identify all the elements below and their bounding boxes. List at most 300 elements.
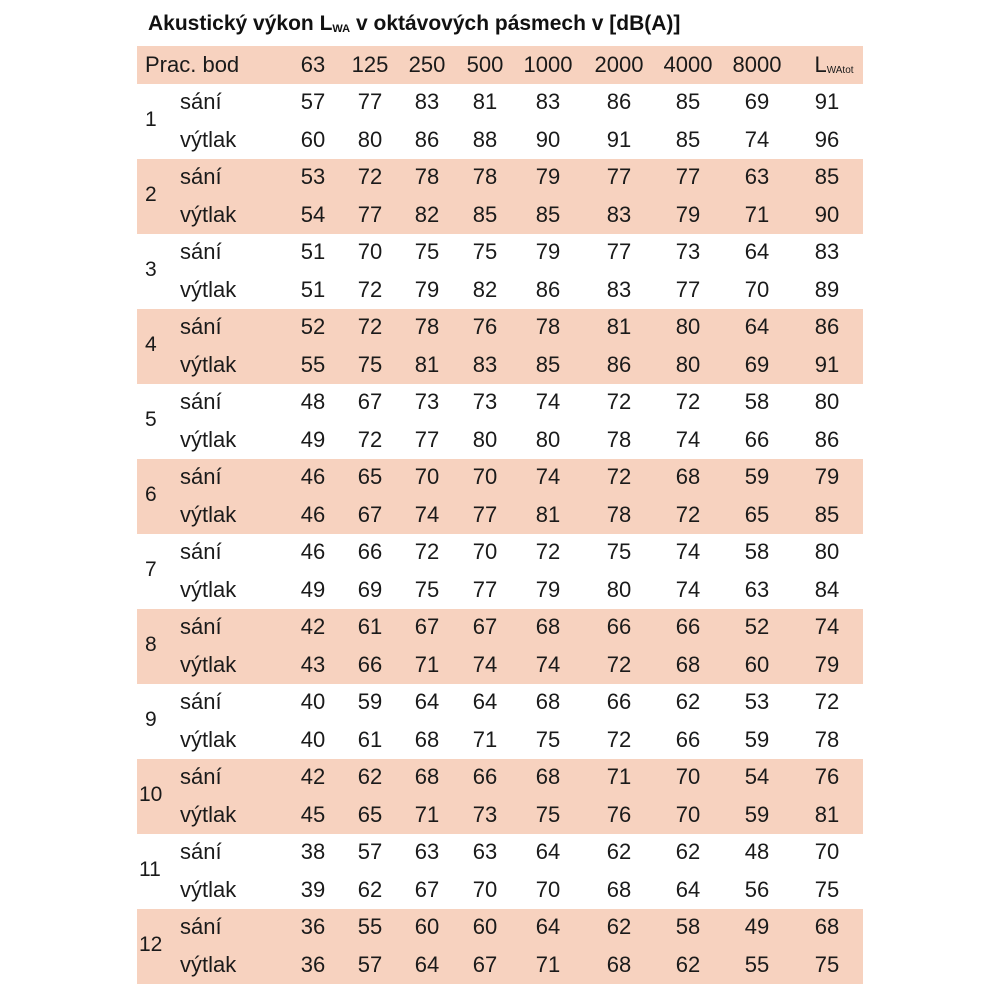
group-number: 2 (145, 183, 157, 206)
value-cell: 69 (357, 577, 383, 602)
value-cell: 83 (472, 352, 498, 377)
value-cell: 59 (744, 464, 770, 489)
table-row (137, 384, 863, 421)
row-label: sání (180, 689, 222, 714)
value-cell: 68 (606, 877, 632, 902)
row-label: výtlak (180, 652, 237, 677)
value-cell: 74 (535, 389, 561, 414)
value-cell: 81 (606, 314, 632, 339)
value-cell: 86 (535, 277, 561, 302)
row-label: výtlak (180, 277, 237, 302)
value-cell: 60 (744, 652, 770, 677)
table-group (137, 909, 863, 984)
total-cell: 96 (814, 127, 840, 152)
value-cell: 66 (675, 727, 701, 752)
total-cell: 75 (814, 952, 840, 977)
value-cell: 72 (357, 164, 383, 189)
value-cell: 73 (472, 389, 498, 414)
value-cell: 72 (606, 727, 632, 752)
row-label: sání (180, 164, 222, 189)
value-cell: 77 (606, 164, 632, 189)
value-cell: 74 (744, 127, 770, 152)
value-cell: 66 (744, 427, 770, 452)
value-cell: 77 (606, 239, 632, 264)
table-row (137, 647, 863, 684)
value-cell: 60 (472, 914, 498, 939)
group-number: 1 (145, 108, 157, 131)
value-cell: 67 (472, 614, 498, 639)
value-cell: 49 (300, 577, 326, 602)
value-cell: 64 (744, 239, 770, 264)
table-group (137, 534, 863, 609)
row-label: výtlak (180, 202, 237, 227)
value-cell: 72 (606, 389, 632, 414)
header-col-prac-bod: Prac. bod (145, 52, 240, 77)
value-cell: 74 (414, 502, 440, 527)
total-cell: 75 (814, 877, 840, 902)
header-band-63: 63 (300, 52, 326, 77)
value-cell: 78 (414, 164, 440, 189)
table-group (137, 834, 863, 909)
value-cell: 67 (357, 389, 383, 414)
total-cell: 70 (814, 839, 840, 864)
total-cell: 86 (814, 314, 840, 339)
value-cell: 51 (300, 239, 326, 264)
value-cell: 71 (744, 202, 770, 227)
table-row (137, 159, 863, 196)
value-cell: 60 (414, 914, 440, 939)
value-cell: 77 (472, 577, 498, 602)
value-cell: 66 (357, 539, 383, 564)
table-row (137, 84, 863, 121)
value-cell: 81 (535, 502, 561, 527)
value-cell: 68 (606, 952, 632, 977)
value-cell: 67 (414, 877, 440, 902)
group-number: 5 (145, 408, 157, 431)
value-cell: 81 (472, 89, 498, 114)
value-cell: 80 (472, 427, 498, 452)
value-cell: 70 (675, 764, 701, 789)
total-cell: 74 (814, 614, 840, 639)
group-number: 7 (145, 558, 157, 581)
value-cell: 66 (675, 614, 701, 639)
table-group (137, 384, 863, 459)
header-band-2000: 2000 (594, 52, 644, 77)
value-cell: 81 (414, 352, 440, 377)
value-cell: 65 (357, 464, 383, 489)
value-cell: 80 (357, 127, 383, 152)
value-cell: 72 (357, 277, 383, 302)
value-cell: 75 (606, 539, 632, 564)
value-cell: 36 (300, 952, 326, 977)
value-cell: 59 (744, 802, 770, 827)
value-cell: 54 (300, 202, 326, 227)
row-label: sání (180, 389, 222, 414)
group-number: 6 (145, 483, 157, 506)
total-cell: 76 (814, 764, 840, 789)
value-cell: 57 (300, 89, 326, 114)
value-cell: 46 (300, 539, 326, 564)
value-cell: 74 (472, 652, 498, 677)
total-cell: 90 (814, 202, 840, 227)
value-cell: 62 (357, 764, 383, 789)
value-cell: 77 (414, 427, 440, 452)
value-cell: 75 (414, 239, 440, 264)
value-cell: 71 (414, 802, 440, 827)
table-row (137, 834, 863, 871)
total-cell: 72 (814, 689, 840, 714)
total-cell: 84 (814, 577, 840, 602)
value-cell: 43 (300, 652, 326, 677)
value-cell: 79 (675, 202, 701, 227)
value-cell: 77 (472, 502, 498, 527)
value-cell: 62 (606, 839, 632, 864)
value-cell: 55 (744, 952, 770, 977)
value-cell: 72 (675, 389, 701, 414)
table-row (137, 722, 863, 759)
value-cell: 70 (675, 802, 701, 827)
value-cell: 65 (357, 802, 383, 827)
table-row (137, 309, 863, 346)
value-cell: 77 (357, 202, 383, 227)
row-label: sání (180, 239, 222, 264)
value-cell: 56 (744, 877, 770, 902)
value-cell: 75 (535, 802, 561, 827)
value-cell: 70 (472, 877, 498, 902)
value-cell: 68 (535, 764, 561, 789)
row-label: výtlak (180, 577, 237, 602)
value-cell: 85 (675, 127, 701, 152)
group-number: 10 (139, 783, 163, 806)
row-label: výtlak (180, 427, 237, 452)
total-cell: 80 (814, 389, 840, 414)
value-cell: 58 (744, 539, 770, 564)
row-label: výtlak (180, 502, 237, 527)
value-cell: 73 (472, 802, 498, 827)
value-cell: 74 (675, 427, 701, 452)
table-row (137, 197, 863, 234)
value-cell: 70 (472, 464, 498, 489)
header-band-500: 500 (466, 52, 504, 77)
value-cell: 83 (414, 89, 440, 114)
value-cell: 53 (300, 164, 326, 189)
value-cell: 62 (606, 914, 632, 939)
value-cell: 86 (414, 127, 440, 152)
value-cell: 85 (535, 352, 561, 377)
value-cell: 67 (414, 614, 440, 639)
value-cell: 85 (535, 202, 561, 227)
value-cell: 73 (675, 239, 701, 264)
value-cell: 78 (472, 164, 498, 189)
value-cell: 68 (414, 727, 440, 752)
value-cell: 55 (300, 352, 326, 377)
table-row (137, 947, 863, 984)
value-cell: 61 (357, 727, 383, 752)
header-band-4000: 4000 (663, 52, 713, 77)
value-cell: 76 (472, 314, 498, 339)
row-label: výtlak (180, 877, 237, 902)
table-header (137, 46, 863, 84)
value-cell: 39 (300, 877, 326, 902)
table-row (137, 872, 863, 909)
table-title (148, 12, 680, 36)
value-cell: 78 (535, 314, 561, 339)
value-cell: 55 (357, 914, 383, 939)
value-cell: 63 (744, 577, 770, 602)
header-band-1000: 1000 (523, 52, 573, 77)
value-cell: 83 (606, 277, 632, 302)
value-cell: 40 (300, 727, 326, 752)
value-cell: 66 (606, 614, 632, 639)
value-cell: 49 (300, 427, 326, 452)
value-cell: 67 (357, 502, 383, 527)
total-cell: 89 (814, 277, 840, 302)
header-band-8000: 8000 (732, 52, 782, 77)
value-cell: 76 (606, 802, 632, 827)
value-cell: 58 (675, 914, 701, 939)
value-cell: 80 (675, 352, 701, 377)
value-cell: 75 (357, 352, 383, 377)
value-cell: 65 (744, 502, 770, 527)
value-cell: 69 (744, 89, 770, 114)
value-cell: 46 (300, 502, 326, 527)
value-cell: 59 (357, 689, 383, 714)
value-cell: 72 (357, 314, 383, 339)
value-cell: 52 (300, 314, 326, 339)
table-row (137, 609, 863, 646)
value-cell: 72 (535, 539, 561, 564)
row-label: výtlak (180, 352, 237, 377)
value-cell: 75 (535, 727, 561, 752)
value-cell: 62 (675, 952, 701, 977)
header-band-250: 250 (408, 52, 446, 77)
value-cell: 77 (357, 89, 383, 114)
value-cell: 71 (472, 727, 498, 752)
value-cell: 68 (535, 614, 561, 639)
value-cell: 88 (472, 127, 498, 152)
group-number: 3 (145, 258, 157, 281)
table-group (137, 159, 863, 234)
value-cell: 79 (535, 239, 561, 264)
group-number: 9 (145, 708, 157, 731)
table-row (137, 759, 863, 796)
total-cell: 79 (814, 652, 840, 677)
title-prefix: Akustický výkon L (148, 12, 333, 35)
header-total-sub: WAtot (826, 65, 854, 76)
value-cell: 63 (414, 839, 440, 864)
value-cell: 77 (675, 277, 701, 302)
value-cell: 48 (300, 389, 326, 414)
value-cell: 62 (675, 839, 701, 864)
value-cell: 74 (535, 464, 561, 489)
row-label: sání (180, 914, 222, 939)
value-cell: 36 (300, 914, 326, 939)
value-cell: 79 (535, 164, 561, 189)
table-row (137, 572, 863, 609)
table-row (137, 909, 863, 946)
value-cell: 74 (675, 577, 701, 602)
value-cell: 70 (472, 539, 498, 564)
total-cell: 80 (814, 539, 840, 564)
value-cell: 61 (357, 614, 383, 639)
value-cell: 68 (535, 689, 561, 714)
value-cell: 69 (744, 352, 770, 377)
row-label: výtlak (180, 727, 237, 752)
group-number: 8 (145, 633, 157, 656)
value-cell: 82 (472, 277, 498, 302)
value-cell: 83 (535, 89, 561, 114)
total-cell: 81 (814, 802, 840, 827)
total-cell: 68 (814, 914, 840, 939)
row-label: sání (180, 614, 222, 639)
value-cell: 86 (606, 89, 632, 114)
value-cell: 63 (472, 839, 498, 864)
value-cell: 57 (357, 839, 383, 864)
value-cell: 70 (744, 277, 770, 302)
table-group (137, 759, 863, 834)
row-label: sání (180, 764, 222, 789)
value-cell: 62 (357, 877, 383, 902)
value-cell: 74 (535, 652, 561, 677)
value-cell: 73 (414, 389, 440, 414)
value-cell: 59 (744, 727, 770, 752)
table-row (137, 122, 863, 159)
value-cell: 42 (300, 764, 326, 789)
header-total-main: L (814, 52, 827, 77)
value-cell: 54 (744, 764, 770, 789)
value-cell: 78 (414, 314, 440, 339)
value-cell: 82 (414, 202, 440, 227)
value-cell: 48 (744, 839, 770, 864)
value-cell: 83 (606, 202, 632, 227)
total-cell: 91 (814, 352, 840, 377)
value-cell: 78 (606, 427, 632, 452)
value-cell: 79 (535, 577, 561, 602)
value-cell: 64 (472, 689, 498, 714)
total-cell: 85 (814, 164, 840, 189)
title-suffix: v oktávových pásmech v [dB(A)] (350, 12, 681, 35)
group-number: 4 (145, 333, 157, 356)
value-cell: 38 (300, 839, 326, 864)
group-number: 12 (139, 933, 163, 956)
value-cell: 85 (675, 89, 701, 114)
value-cell: 80 (535, 427, 561, 452)
total-cell: 79 (814, 464, 840, 489)
row-label: sání (180, 539, 222, 564)
row-label: výtlak (180, 952, 237, 977)
value-cell: 66 (606, 689, 632, 714)
value-cell: 66 (357, 652, 383, 677)
table-group (137, 609, 863, 684)
value-cell: 79 (414, 277, 440, 302)
value-cell: 53 (744, 689, 770, 714)
value-cell: 40 (300, 689, 326, 714)
value-cell: 72 (357, 427, 383, 452)
value-cell: 52 (744, 614, 770, 639)
value-cell: 45 (300, 802, 326, 827)
value-cell: 80 (675, 314, 701, 339)
table-row (137, 272, 863, 309)
value-cell: 64 (414, 689, 440, 714)
value-cell: 72 (606, 464, 632, 489)
value-cell: 64 (414, 952, 440, 977)
row-label: výtlak (180, 127, 237, 152)
value-cell: 66 (472, 764, 498, 789)
value-cell: 57 (357, 952, 383, 977)
value-cell: 71 (606, 764, 632, 789)
value-cell: 72 (675, 502, 701, 527)
table-row (137, 497, 863, 534)
value-cell: 68 (675, 464, 701, 489)
value-cell: 67 (472, 952, 498, 977)
table-group (137, 459, 863, 534)
table-row (137, 234, 863, 271)
value-cell: 90 (535, 127, 561, 152)
value-cell: 85 (472, 202, 498, 227)
value-cell: 72 (606, 652, 632, 677)
total-cell: 83 (814, 239, 840, 264)
row-label: sání (180, 839, 222, 864)
value-cell: 64 (535, 839, 561, 864)
value-cell: 71 (414, 652, 440, 677)
value-cell: 72 (414, 539, 440, 564)
value-cell: 70 (535, 877, 561, 902)
header-band-125: 125 (351, 52, 389, 77)
value-cell: 71 (535, 952, 561, 977)
value-cell: 68 (675, 652, 701, 677)
table-row (137, 347, 863, 384)
value-cell: 80 (606, 577, 632, 602)
table-group (137, 684, 863, 759)
total-cell: 91 (814, 89, 840, 114)
value-cell: 68 (414, 764, 440, 789)
value-cell: 74 (675, 539, 701, 564)
value-cell: 75 (414, 577, 440, 602)
total-cell: 86 (814, 427, 840, 452)
value-cell: 64 (675, 877, 701, 902)
total-cell: 78 (814, 727, 840, 752)
value-cell: 62 (675, 689, 701, 714)
row-label: sání (180, 89, 222, 114)
table-row (137, 534, 863, 571)
value-cell: 77 (675, 164, 701, 189)
row-label: sání (180, 464, 222, 489)
value-cell: 86 (606, 352, 632, 377)
title-subscript: WA (332, 23, 351, 35)
value-cell: 60 (300, 127, 326, 152)
value-cell: 91 (606, 127, 632, 152)
value-cell: 78 (606, 502, 632, 527)
table-row (137, 684, 863, 721)
value-cell: 75 (472, 239, 498, 264)
total-cell: 85 (814, 502, 840, 527)
group-number: 11 (139, 858, 161, 881)
row-label: sání (180, 314, 222, 339)
value-cell: 64 (535, 914, 561, 939)
table-row (137, 459, 863, 496)
value-cell: 46 (300, 464, 326, 489)
value-cell: 70 (414, 464, 440, 489)
value-cell: 51 (300, 277, 326, 302)
table-group (137, 234, 863, 309)
value-cell: 49 (744, 914, 770, 939)
value-cell: 58 (744, 389, 770, 414)
value-cell: 64 (744, 314, 770, 339)
table-row (137, 422, 863, 459)
header-total (814, 52, 853, 78)
table-group (137, 309, 863, 384)
value-cell: 70 (357, 239, 383, 264)
